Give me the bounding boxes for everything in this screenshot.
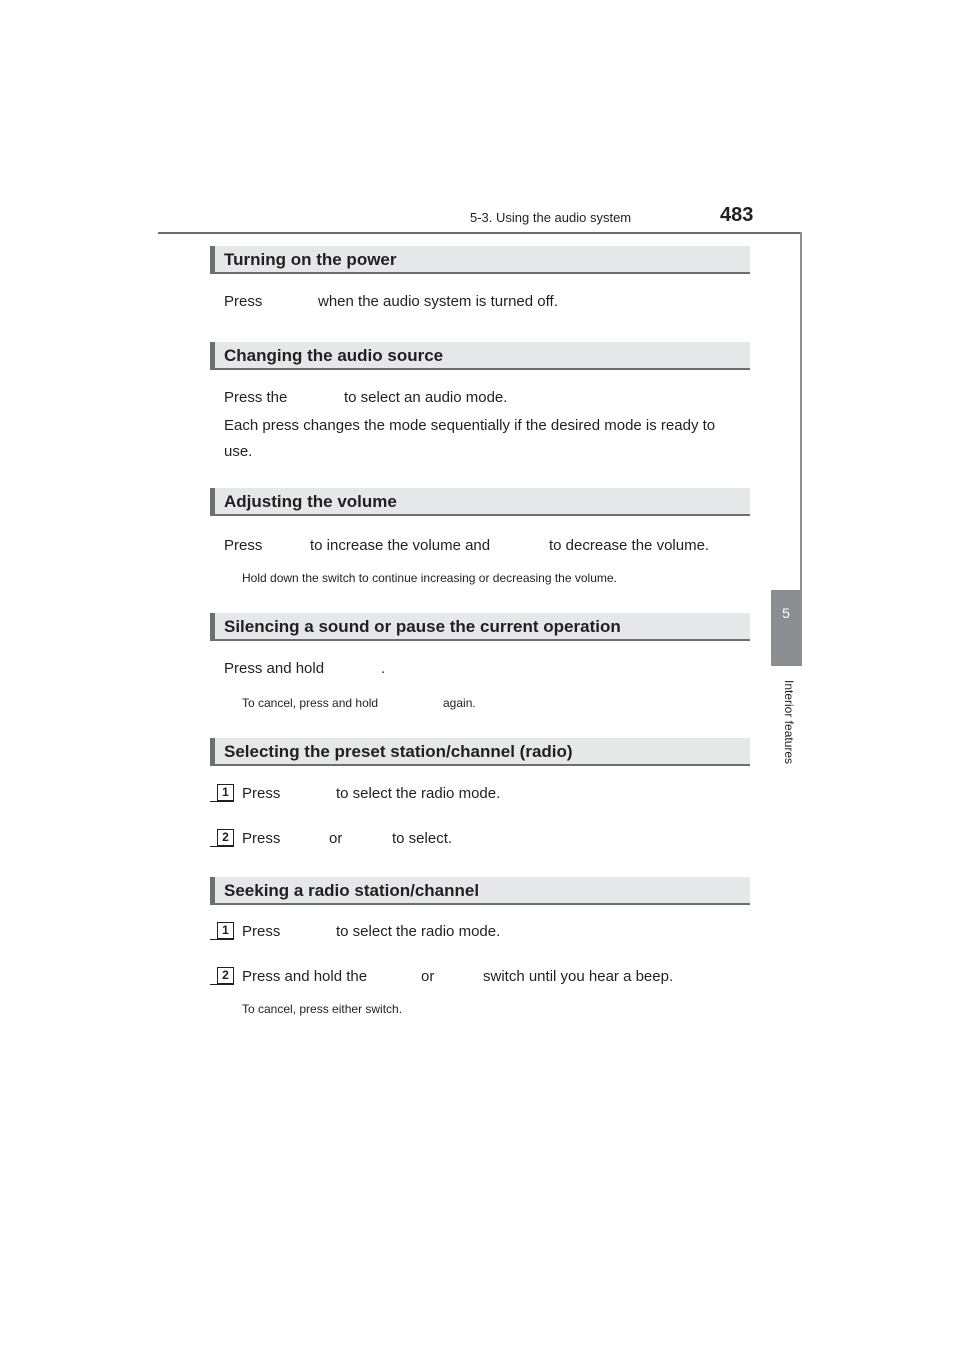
- step-text: switch until you hear a beep.: [483, 968, 674, 985]
- step-text: to select.: [392, 830, 453, 847]
- step-number: 1: [217, 922, 234, 939]
- header-rule: [158, 232, 800, 234]
- step-underline: [210, 846, 234, 847]
- page-number: 483: [720, 204, 754, 226]
- section-heading-power: [210, 246, 750, 274]
- side-tab-number: 5: [771, 590, 801, 666]
- step-text: to select the radio mode.: [336, 785, 501, 802]
- step-number: 2: [217, 829, 234, 846]
- section-heading-source: [210, 342, 750, 370]
- step-underline: [210, 939, 234, 940]
- section-title: Selecting the preset station/channel (radio): [224, 742, 573, 761]
- note-text: To cancel, press and hold: [242, 696, 379, 710]
- body-text: to decrease the volume.: [549, 537, 710, 554]
- body-text: Press the: [224, 389, 288, 406]
- body-text: Press and hold: [224, 660, 325, 677]
- body-text: when the audio system is turned off.: [318, 293, 558, 310]
- step-text: Press: [242, 923, 281, 940]
- step-number: 2: [217, 967, 234, 984]
- step-text: or: [329, 830, 343, 847]
- note-text: Hold down the switch to continue increasing or decreasing the volume.: [242, 571, 617, 585]
- section-heading-silence: [210, 613, 750, 641]
- section-title: Adjusting the volume: [224, 492, 397, 511]
- body-text: Each press changes the mode sequentially if the desired mode is ready to: [224, 417, 716, 434]
- step-text: Press: [242, 785, 281, 802]
- body-text: Press: [224, 537, 263, 554]
- step-text: to select the radio mode.: [336, 923, 501, 940]
- step-underline: [210, 984, 234, 985]
- header-section-title: 5-3. Using the audio system: [470, 210, 632, 225]
- note-text: To cancel, press either switch.: [242, 1002, 403, 1016]
- step-text: Press and hold the: [242, 968, 368, 985]
- step-text: Press: [242, 830, 281, 847]
- note-text: again.: [443, 696, 476, 710]
- step-text: or: [421, 968, 435, 985]
- section-title: Changing the audio source: [224, 346, 444, 365]
- section-heading-preset: [210, 738, 750, 766]
- step-number: 1: [217, 784, 234, 801]
- step-underline: [210, 801, 234, 802]
- section-title: Turning on the power: [224, 250, 397, 269]
- side-tab-label: Interior features: [782, 680, 796, 765]
- section-heading-volume: [210, 488, 750, 516]
- body-text: to select an audio mode.: [344, 389, 508, 406]
- section-title: Seeking a radio station/channel: [224, 881, 480, 900]
- body-text: to increase the volume and: [310, 537, 491, 554]
- section-title: Silencing a sound or pause the current operation: [224, 617, 621, 636]
- body-text: .: [381, 660, 386, 677]
- body-text: use.: [224, 443, 253, 460]
- section-heading-seek: [210, 877, 750, 905]
- body-text: Press: [224, 293, 263, 310]
